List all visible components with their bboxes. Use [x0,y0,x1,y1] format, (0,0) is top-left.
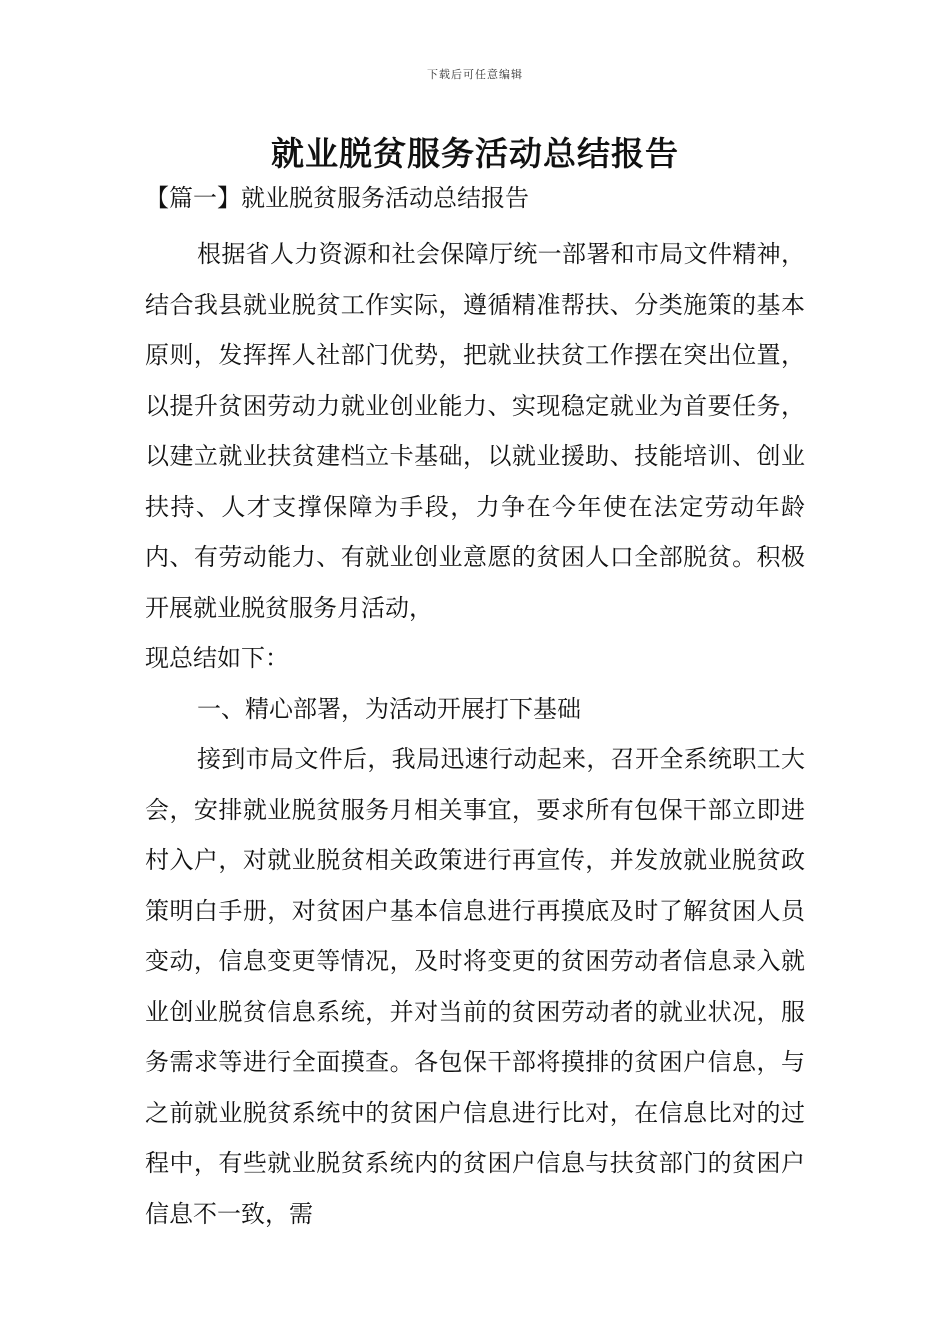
header-note: 下载后可任意编辑 [427,68,523,81]
body-paragraph-one: 接到市局文件后，我局迅速行动起来，召开全系统职工大会，安排就业脱贫服务月相关事宜，要求所有包保干部立即进村入户，对就业脱贫相关政策进行再宣传，并发放就业脱贫政策明白手册，对贫困户基本信息进行再摸底及时了解贫困人员变动，信息变更等情况，及时将变更的贫困劳动者信息录入就业创业脱贫信息系统，并对当前的贫困劳动者的就业状况，服务需求等进行全面摸查。各包保干部将摸排的贫困户信息，与之前就业脱贫系统中的贫困户信息进行比对，在信息比对的过程中，有些就业脱贫系统内的贫困户信息与扶贫部门的贫困户信息不一致，需 [145,745,805,1228]
document-body [145,180,805,1239]
section-label: 【篇一】就业脱贫服务活动总结报告 [145,184,529,212]
heading-one: 一、精心部署，为活动开展打下基础 [197,694,581,723]
intro-paragraph: 根据省人力资源和社会保障厅统一部署和市局文件精神，结合我县就业脱贫工作实际，遵循精准帮扶、分类施策的基本原则，发挥挥人社部门优势，把就业扶贫工作摆在突出位置，以提升贫困劳动力就业创业能力、实现稳定就业为首要任务，以建立就业扶贫建档立卡基础，以就业援助、技能培训、创业扶持、人才支撑保障为手段，力争在今年使在法定劳动年龄内、有劳动能力、有就业创业意愿的贫困人口全部脱贫。积极开展就业脱贫服务月活动， [145,240,805,622]
intro-paragraph-tail: 现总结如下： [145,644,289,672]
document-title: 就业脱贫服务活动总结报告 [271,134,679,173]
